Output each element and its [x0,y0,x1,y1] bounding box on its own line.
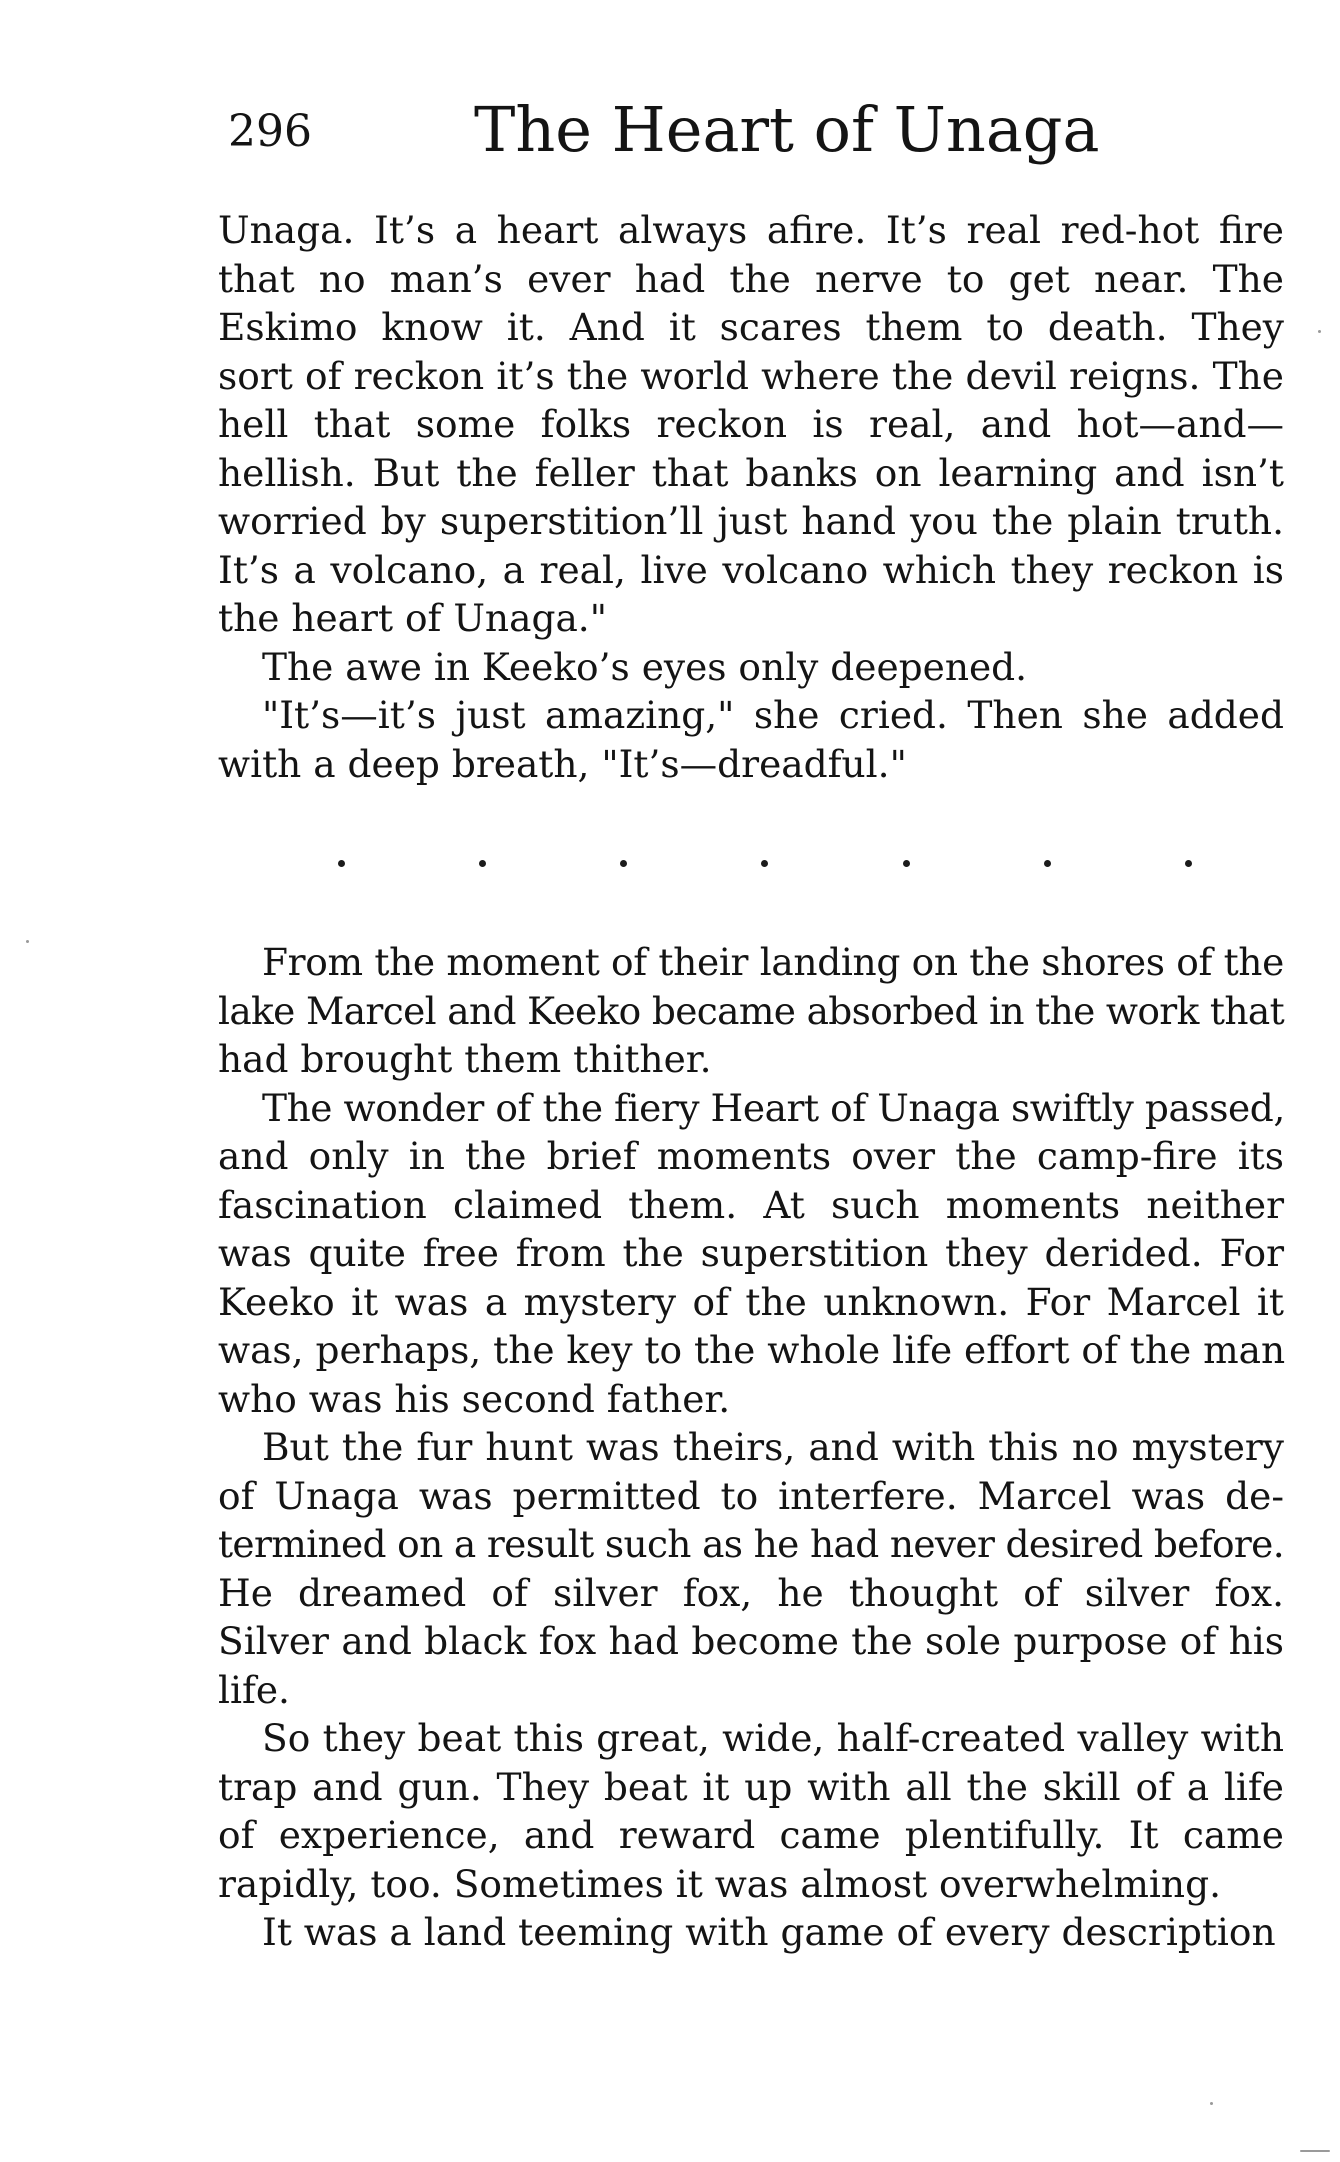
paragraph [218,938,1284,1084]
section-break [218,788,1284,938]
text-line: that no man’s ever had the nerve to get near. The [218,256,1284,301]
body-text [218,206,1284,1957]
text-line: The awe in Keeko’s eyes only deepened. [262,644,1028,689]
text-line: the heart of Unaga." [218,596,607,640]
running-head [222,92,1282,172]
book-title: The Heart of Unaga [474,93,1100,166]
text-line: hellish. But the feller that banks on learning and isn’t [218,450,1284,495]
text-line: It was a land teeming with game of every description [262,1910,1276,1954]
text-line: "It’s—it’s just amazing," she cried. Then she added [262,693,1284,737]
paper-speck [1318,330,1321,333]
ornament-dot [338,860,345,867]
paragraph [218,206,1284,643]
text-line: The wonder of the fiery Heart of Unaga swiftly passed, [262,1085,1285,1130]
text-line: was, perhaps, the key to the whole life effort of the man [218,1328,1286,1372]
text-line: Silver and black fox had become the sole purpose of his [218,1619,1284,1663]
paragraph [218,1423,1284,1714]
paragraph [218,1714,1284,1908]
text-line: life. [218,1667,290,1712]
paragraph [218,643,1284,692]
text-line: But the fur hunt was theirs, and with this no mystery [262,1425,1284,1469]
text-line: He dreamed of silver fox, he thought of silver fox. [218,1570,1284,1615]
page-number: 296 [228,106,312,157]
text-line: So they beat this great, wide, half-created valley with [262,1716,1284,1760]
paragraph [218,1084,1284,1424]
text-line: Eskimo know it. And it scares them to death. They [218,305,1284,349]
text-line: with a deep breath, "It’s—dreadful." [218,741,907,786]
ornament-dot [1044,860,1051,867]
text-line: lake Marcel and Keeko became absorbed in the work that [218,988,1284,1033]
paper-speck [1210,2102,1213,2105]
text-line: It’s a volcano, a real, live volcano which they reckon is [218,547,1284,592]
ornament-dot [1185,860,1192,867]
ornament-dot [620,860,627,867]
text-line: trap and gun. They beat it up with all the skill of a life [218,1764,1284,1809]
paper-speck [26,940,29,943]
paper-speck [1300,2150,1330,2152]
text-line: hell that some folks reckon is real, and hot—and— [218,402,1284,446]
paragraph [218,1908,1284,1957]
text-line: was quite free from the superstition they derided. For [218,1231,1284,1275]
ornament-dot [903,860,910,867]
text-line: rapidly, too. Sometimes it was almost overwhelming. [218,1861,1221,1906]
text-line: sort of reckon it’s the world where the devil reigns. The [218,353,1284,398]
text-line: of Unaga was permitted to interfere. Marcel was de- [218,1473,1284,1518]
ornament-dot [479,860,486,867]
text-line: From the moment of their landing on the shores of the [262,940,1284,984]
ornament-dot [761,860,768,867]
paragraph [218,691,1284,788]
text-line: worried by superstition’ll just hand you the plain truth. [218,499,1284,543]
text-line: Unaga. It’s a heart always afire. It’s real red-hot fire [218,208,1284,252]
text-line: had brought them thither. [218,1037,712,1081]
text-line: termined on a result such as he had never desired before. [218,1522,1284,1566]
text-line: Keeko it was a mystery of the unknown. For Marcel it [218,1279,1284,1324]
text-line: fascination claimed them. At such moments neither [218,1182,1284,1227]
text-line: of experience, and reward came plentifully. It came [218,1813,1284,1857]
text-line: who was his second father. [218,1376,731,1421]
text-line: and only in the brief moments over the camp-fire its [218,1134,1284,1178]
